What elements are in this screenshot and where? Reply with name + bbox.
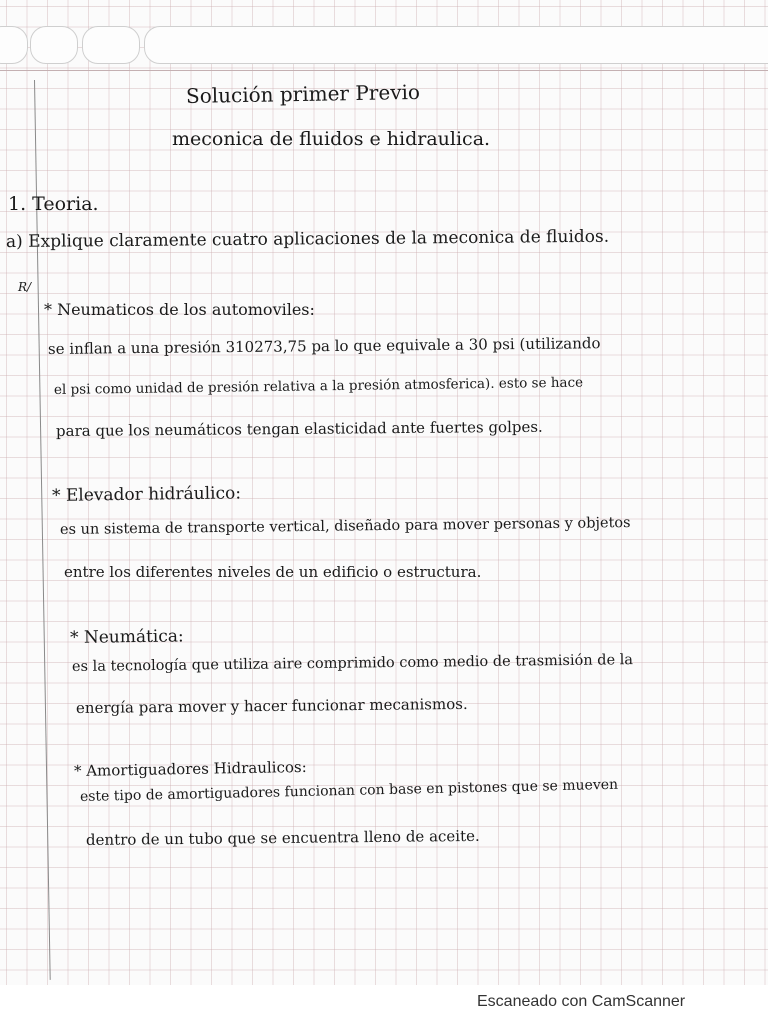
application-line: energía para mover y hacer funcionar mecanismos.: [75, 694, 468, 717]
application-line: se inflan a una presión 310273,75 pa lo que equivale a 30 psi (utilizando: [47, 334, 601, 358]
binder-tab: [30, 26, 78, 64]
application-line: para que los neumáticos tengan elasticidad ante fuertes golpes.: [55, 417, 543, 440]
header-box: [144, 26, 768, 64]
application-line: el psi como unidad de presión relativa a la presión atmosferica). esto se hace: [53, 374, 584, 398]
application-line: entre los diferentes niveles de un edificio o estructura.: [64, 563, 482, 581]
header-rule: [0, 70, 768, 71]
section-heading: 1. Teoria.: [8, 193, 99, 215]
binder-tab: [0, 26, 28, 64]
scanner-watermark: Escaneado con CamScanner: [477, 993, 686, 1010]
application-line: este tipo de amortiguadores funcionan con base en pistones que se mueven: [79, 776, 619, 805]
answer-mark: R/: [18, 280, 32, 294]
binder-tab: [82, 26, 140, 64]
application-line: dentro de un tubo que se encuentra lleno de aceite.: [85, 826, 480, 849]
application-line: es un sistema de transporte vertical, diseñado para mover personas y objetos: [59, 515, 631, 538]
document-subtitle: meconica de fluidos e hidraulica.: [172, 128, 491, 150]
application-heading-tires: * Neumaticos de los automoviles:: [44, 300, 315, 319]
application-heading-elevator: * Elevador hidráulico:: [51, 483, 242, 506]
application-heading-pneumatics: * Neumática:: [69, 626, 184, 648]
application-heading-shock-absorbers: * Amortiguadores Hidraulicos:: [73, 757, 307, 780]
question-text: a) Explique claramente cuatro aplicaciones de la meconica de fluidos.: [5, 226, 610, 252]
application-line: es la tecnología que utiliza aire comprimido como medio de trasmisión de la: [71, 652, 634, 675]
document-title: Solución primer Previo: [185, 79, 421, 108]
